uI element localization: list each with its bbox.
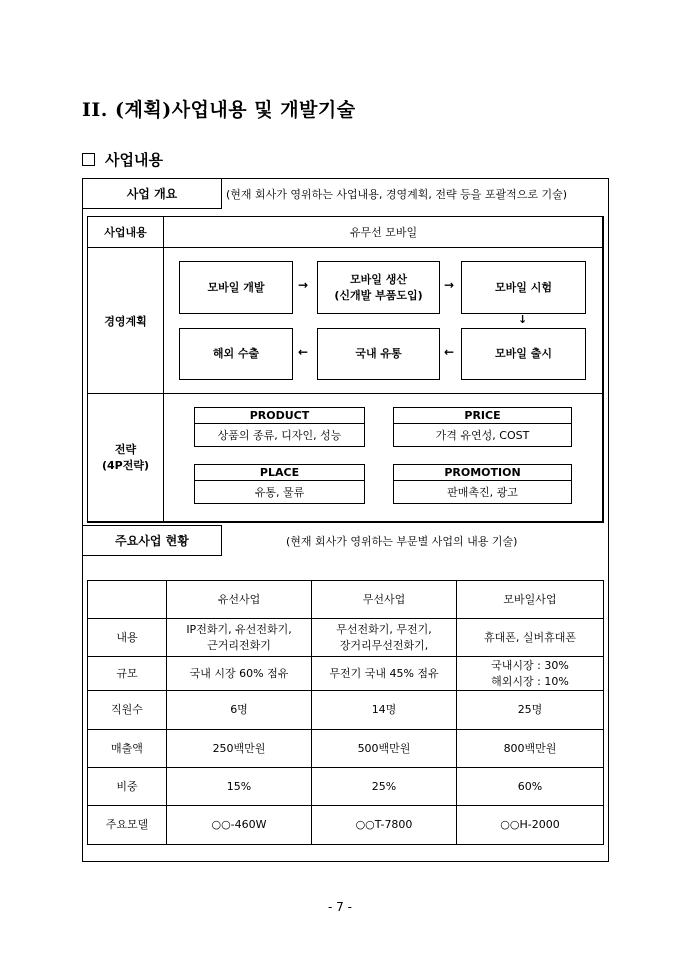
arrow-right-icon: → — [444, 278, 455, 292]
strategy-body: 유통, 물류 — [254, 486, 305, 499]
table-row — [88, 619, 604, 657]
table-cell: 14명 — [312, 691, 457, 730]
table-cell: 25명 — [457, 691, 604, 730]
flow-step-production: 모바일 생산 (신개발 부품도입) — [317, 261, 440, 314]
strategy-body: 상품의 종류, 디자인, 성능 — [217, 429, 342, 442]
row-label: 매출액 — [88, 730, 167, 768]
table-cell: 무선전화기, 무전기, 장거리무선전화기, — [312, 619, 457, 657]
plan-label: 경영계획 — [87, 247, 164, 394]
table-cell: 250백만원 — [167, 730, 312, 768]
strategy-title: PLACE — [195, 465, 364, 481]
table-cell: ○○T-7800 — [312, 806, 457, 845]
table-cell: 무전기 국내 45% 점유 — [312, 657, 457, 691]
arrow-left-icon: ← — [298, 345, 309, 359]
arrow-left-icon: ← — [444, 345, 455, 359]
table-row — [88, 691, 604, 730]
table-header-cell — [88, 581, 167, 619]
flow-step-test: 모바일 시험 — [461, 261, 586, 314]
strategy-label: 전략 (4P전략) — [87, 393, 164, 523]
overview-tab-label: 사업 개요 — [83, 179, 222, 209]
business-value: 유무선 모바일 — [163, 216, 604, 248]
table-cell: 국내시장 : 30% 해외시장 : 10% — [457, 657, 604, 691]
row-label: 직원수 — [88, 691, 167, 730]
flow-step-development: 모바일 개발 — [179, 261, 293, 314]
strategy-place — [194, 464, 365, 504]
arrow-right-icon: → — [298, 278, 309, 292]
table-cell: IP전화기, 유선전화기, 근거리전화기 — [167, 619, 312, 657]
subsection-heading — [82, 149, 163, 170]
subsection-title: 사업내용 — [105, 151, 163, 169]
status-tab-label: 주요사업 현황 — [83, 525, 222, 556]
table-cell: 60% — [457, 768, 604, 806]
table-cell: ○○H-2000 — [457, 806, 604, 845]
table-row — [88, 806, 604, 845]
flow-step-export: 해외 수출 — [179, 328, 293, 380]
strategy-product — [194, 407, 365, 447]
row-label: 주요모델 — [88, 806, 167, 845]
table-cell: 15% — [167, 768, 312, 806]
table-header-cell: 모바일사업 — [457, 581, 604, 619]
checkbox-square-icon — [82, 153, 95, 166]
table-header-cell: 유선사업 — [167, 581, 312, 619]
table-cell: ○○-460W — [167, 806, 312, 845]
table-header-cell: 무선사업 — [312, 581, 457, 619]
table-header-row — [88, 581, 604, 619]
table-cell: 국내 시장 60% 점유 — [167, 657, 312, 691]
flow-step-domestic: 국내 유통 — [317, 328, 440, 380]
table-cell: 휴대폰, 실버휴대폰 — [457, 619, 604, 657]
flow-step-launch: 모바일 출시 — [461, 328, 586, 380]
table-row — [88, 730, 604, 768]
row-label: 내용 — [88, 619, 167, 657]
strategy-promotion — [393, 464, 572, 504]
section-heading: II. (계획)사업내용 및 개발기술 — [82, 99, 356, 121]
row-label: 비중 — [88, 768, 167, 806]
arrow-down-icon: ↓ — [518, 313, 528, 326]
table-cell: 6명 — [167, 691, 312, 730]
status-table — [87, 580, 604, 845]
status-note: (현재 회사가 영위하는 부문별 사업의 내용 기술) — [286, 535, 518, 548]
overview-note: (현재 회사가 영위하는 사업내용, 경영계획, 전략 등을 포괄적으로 기술) — [226, 188, 568, 201]
strategy-title: PROMOTION — [394, 465, 571, 481]
strategy-title: PRODUCT — [195, 408, 364, 424]
table-cell: 500백만원 — [312, 730, 457, 768]
strategy-price — [393, 407, 572, 447]
page-number: - 7 - — [328, 900, 352, 914]
table-cell: 25% — [312, 768, 457, 806]
table-cell: 800백만원 — [457, 730, 604, 768]
business-label: 사업내용 — [87, 216, 164, 248]
strategy-body: 가격 유연성, COST — [435, 429, 530, 442]
strategy-title: PRICE — [394, 408, 571, 424]
table-row — [88, 768, 604, 806]
row-label: 규모 — [88, 657, 167, 691]
table-row — [88, 657, 604, 691]
strategy-body: 판매촉진, 광고 — [447, 486, 518, 499]
